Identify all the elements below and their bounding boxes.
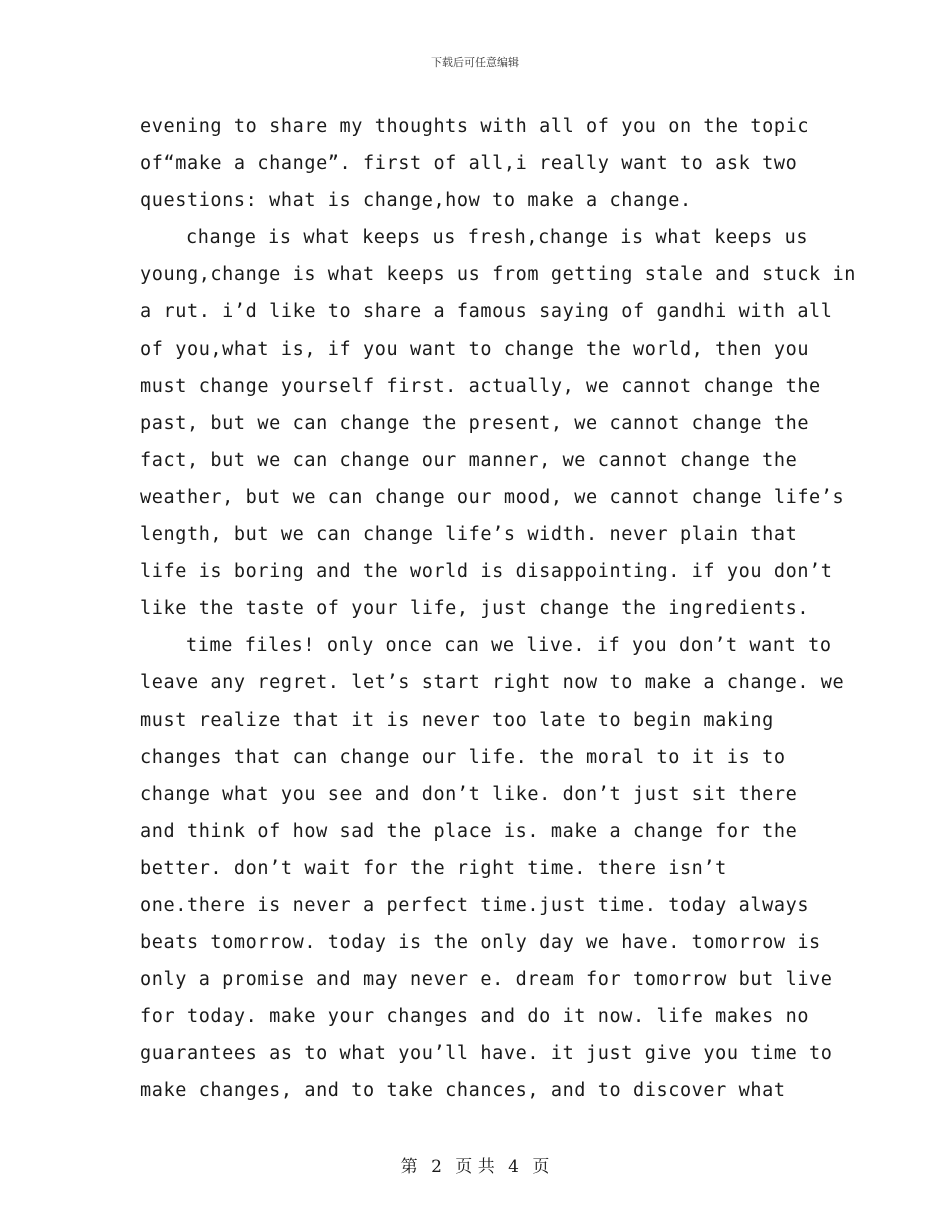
text-line: young,change is what keeps us from getting stale and stuck in bbox=[140, 264, 857, 286]
paragraph-start-line: time files! only once can we live. if you don’t want to bbox=[186, 635, 832, 657]
text-line: evening to share my thoughts with all of you on the topic bbox=[140, 116, 810, 137]
header-text: 下载后可任意编辑 bbox=[431, 56, 519, 69]
text-line: of“make a change”. first of all,i really want to ask two bbox=[140, 153, 798, 175]
text-line: changes that can change our life. the moral to it is to bbox=[140, 746, 786, 768]
page-number-footer bbox=[0, 1152, 950, 1177]
text-line: beats tomorrow. today is the only day we have. tomorrow is bbox=[140, 932, 821, 954]
text-line: better. don’t wait for the right time. there isn’t bbox=[140, 857, 727, 879]
text-line: change what you see and don’t like. don’t just sit there bbox=[140, 783, 798, 805]
paragraph-start-line: change is what keeps us fresh,change is what keeps us bbox=[186, 227, 809, 249]
text-line: questions: what is change,how to make a change. bbox=[140, 190, 692, 212]
text-line: a rut. i’d like to share a famous saying of gandhi with all bbox=[140, 301, 833, 323]
text-line: make changes, and to take chances, and to discover what bbox=[140, 1080, 786, 1102]
page-mid-text: 页 共 bbox=[455, 1157, 495, 1177]
page-suffix: 页 bbox=[532, 1157, 550, 1177]
text-line: only a promise and may never e. dream for tomorrow but live bbox=[140, 969, 833, 991]
text-line: weather, but we can change our mood, we cannot change life’s bbox=[140, 486, 845, 508]
text-line: must change yourself first. actually, we cannot change the bbox=[140, 375, 821, 397]
text-line: of you,what is, if you want to change the world, then you bbox=[140, 338, 810, 360]
text-line: length, but we can change life’s width. never plain that bbox=[140, 524, 798, 546]
text-line: must realize that it is never too late to begin making bbox=[140, 709, 774, 731]
text-line: one.there is never a perfect time.just time. today always bbox=[140, 894, 810, 916]
text-line: leave any regret. let’s start right now to make a change. we bbox=[140, 672, 845, 694]
text-line: fact, but we can change our manner, we cannot change the bbox=[140, 449, 798, 471]
document-body bbox=[140, 108, 857, 1110]
current-page-number: 2 bbox=[431, 1157, 442, 1177]
page-prefix: 第 bbox=[400, 1157, 418, 1177]
text-line: like the taste of your life, just change the ingredients. bbox=[140, 598, 810, 620]
page-header bbox=[0, 54, 950, 70]
text-line: past, but we can change the present, we cannot change the bbox=[140, 412, 810, 434]
text-line: life is boring and the world is disappointing. if you don’t bbox=[140, 561, 833, 583]
total-page-count: 4 bbox=[508, 1157, 519, 1177]
text-line: guarantees as to what you’ll have. it just give you time to bbox=[140, 1043, 833, 1065]
text-line: and think of how sad the place is. make a change for the bbox=[140, 820, 798, 842]
text-line: for today. make your changes and do it now. life makes no bbox=[140, 1006, 810, 1028]
